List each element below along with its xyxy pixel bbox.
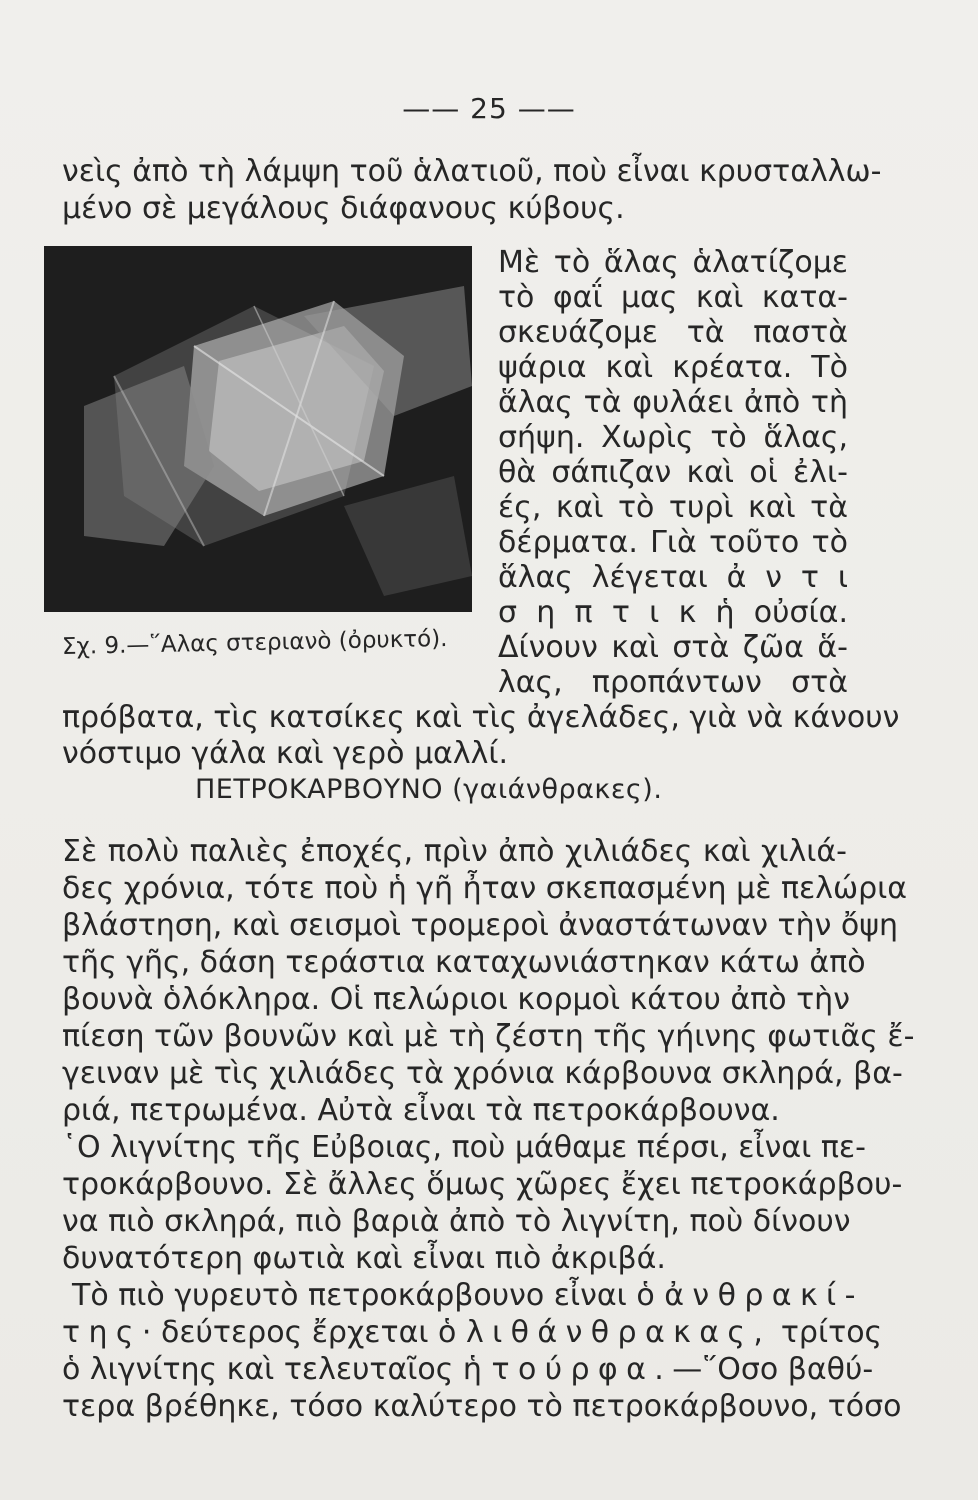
section-heading: ΠΕΤΡΟΚΑΡΒΟΥΝΟ (γαιάνθρακες). bbox=[195, 774, 663, 805]
text-line: σ η π τ ι κ ἡ οὐσία. bbox=[498, 595, 848, 630]
text-line: γειναν μὲ τὶς χιλιάδες τὰ χρόνια κάρβουνα σκληρά, βα- bbox=[62, 1056, 903, 1091]
spaced-term-tourfa: τούρφα. bbox=[491, 1352, 673, 1387]
text-line bbox=[62, 1278, 864, 1314]
text-line: δες χρόνια, τότε ποὺ ἡ γῆ ἦταν σκεπασμένη μὲ πελώρια bbox=[62, 871, 908, 906]
text-line: δέρματα. Γιὰ τοῦτο τὸ bbox=[498, 525, 848, 560]
text-line: λας, προπάντων στὰ bbox=[498, 665, 848, 700]
text-line: Δίνουν καὶ στὰ ζῶα ἅ- bbox=[498, 630, 848, 665]
text-line: σκευάζομε τὰ παστὰ bbox=[498, 315, 848, 350]
text-line: τροκάρβουνο. Σὲ ἄλλες ὅμως χῶρες ἔχει πετροκάρβου- bbox=[62, 1167, 903, 1202]
spaced-term-anthrakitis: ἀνθρακί- bbox=[664, 1278, 864, 1313]
text-line: Σὲ πολὺ παλιὲς ἐποχές, πρὶν ἀπὸ χιλιάδες καὶ χιλιά- bbox=[62, 834, 847, 869]
text-line: ριά, πετρωμένα. Αὐτὰ εἶναι τὰ πετροκάρβουνα. bbox=[62, 1093, 780, 1128]
text-run: Τὸ πιὸ γυρευτὸ πετροκάρβουνο εἶναι ὁ bbox=[72, 1278, 655, 1313]
text-run: —῞Οσο βαθύ- bbox=[672, 1352, 874, 1387]
text-line: σήψη. Χωρὶς τὸ ἅλας, bbox=[498, 420, 848, 455]
text-line: βλάστηση, καὶ σεισμοὶ τρομεροὶ ἀναστάτωναν τὴν ὄψη bbox=[62, 908, 899, 943]
text-line: τῆς γῆς, δάση τεράστια καταχωνιάστηκαν κάτω ἀπὸ bbox=[62, 945, 866, 980]
text-line: ἅλας τὰ φυλάει ἀπὸ τὴ bbox=[498, 385, 848, 420]
text-line: να πιὸ σκληρά, πιὸ βαριὰ ἀπὸ τὸ λιγνίτη, ποὺ δίνουν bbox=[62, 1204, 851, 1239]
text-line: νόστιμο γάλα καὶ γερὸ μαλλί. bbox=[62, 736, 509, 771]
text-run: · δεύτερος ἔρχεται ὁ bbox=[141, 1315, 457, 1350]
text-line: Μὲ τὸ ἅλας ἁλατίζομε bbox=[498, 245, 848, 280]
text-line: ές, καὶ τὸ τυρὶ καὶ τὰ bbox=[498, 490, 848, 525]
text-run: τρίτος bbox=[780, 1315, 883, 1350]
text-line: θὰ σάπιζαν καὶ οἱ ἐλι- bbox=[498, 455, 848, 490]
figure-caption: Σχ. 9.—῞Αλας στεριανὸ (ὀρυκτό). bbox=[61, 625, 448, 660]
text-line bbox=[62, 1352, 874, 1388]
text-line: νεὶς ἀπὸ τὴ λάμψη τοῦ ἁλατιοῦ, ποὺ εἶναι κρυσταλλω- bbox=[62, 154, 882, 189]
page-number: —— 25 —— bbox=[402, 92, 576, 125]
spaced-term-lithanthrakas: λιθάνθρακας, bbox=[465, 1315, 772, 1350]
text-run: ὁ λιγνίτης καὶ τελευταῖος ἡ bbox=[62, 1352, 482, 1387]
text-line: ἅλας λέγεται ἀ ν τ ι bbox=[498, 560, 848, 595]
text-line: δυνατότερη φωτιὰ καὶ εἶναι πιὸ ἀκριβά. bbox=[62, 1241, 666, 1276]
text-line bbox=[62, 1315, 883, 1351]
text-line: μένο σὲ μεγάλους διάφανους κύβους. bbox=[62, 191, 625, 226]
text-line: πίεση τῶν βουνῶν καὶ μὲ τὴ ζέστη τῆς γήινης φωτιᾶς ἔ- bbox=[62, 1019, 915, 1054]
text-line: τερα βρέθηκε, τόσο καλύτερο τὸ πετροκάρβουνο, τόσο bbox=[62, 1389, 902, 1424]
text-line: ῾Ο λιγνίτης τῆς Εὐβοιας, ποὺ μάθαμε πέρσι, εἶναι πε- bbox=[62, 1130, 866, 1165]
salt-crystal-image bbox=[44, 246, 472, 612]
text-line: τὸ φαΐ μας καὶ κατα- bbox=[498, 280, 848, 315]
text-line: βουνὰ ὁλόκληρα. Οἱ πελώριοι κορμοὶ κάτου ἀπὸ τὴν bbox=[62, 982, 850, 1017]
figure-image-label bbox=[44, 246, 45, 247]
spaced-term-anthrakitis-end: της bbox=[62, 1315, 142, 1350]
salt-crystal-photo bbox=[44, 246, 472, 612]
text-line: ψάρια καὶ κρέατα. Τὸ bbox=[498, 350, 848, 385]
text-line: πρόβατα, τὶς κατσίκες καὶ τὶς ἀγελάδες, γιὰ νὰ κάνουν bbox=[62, 700, 900, 735]
